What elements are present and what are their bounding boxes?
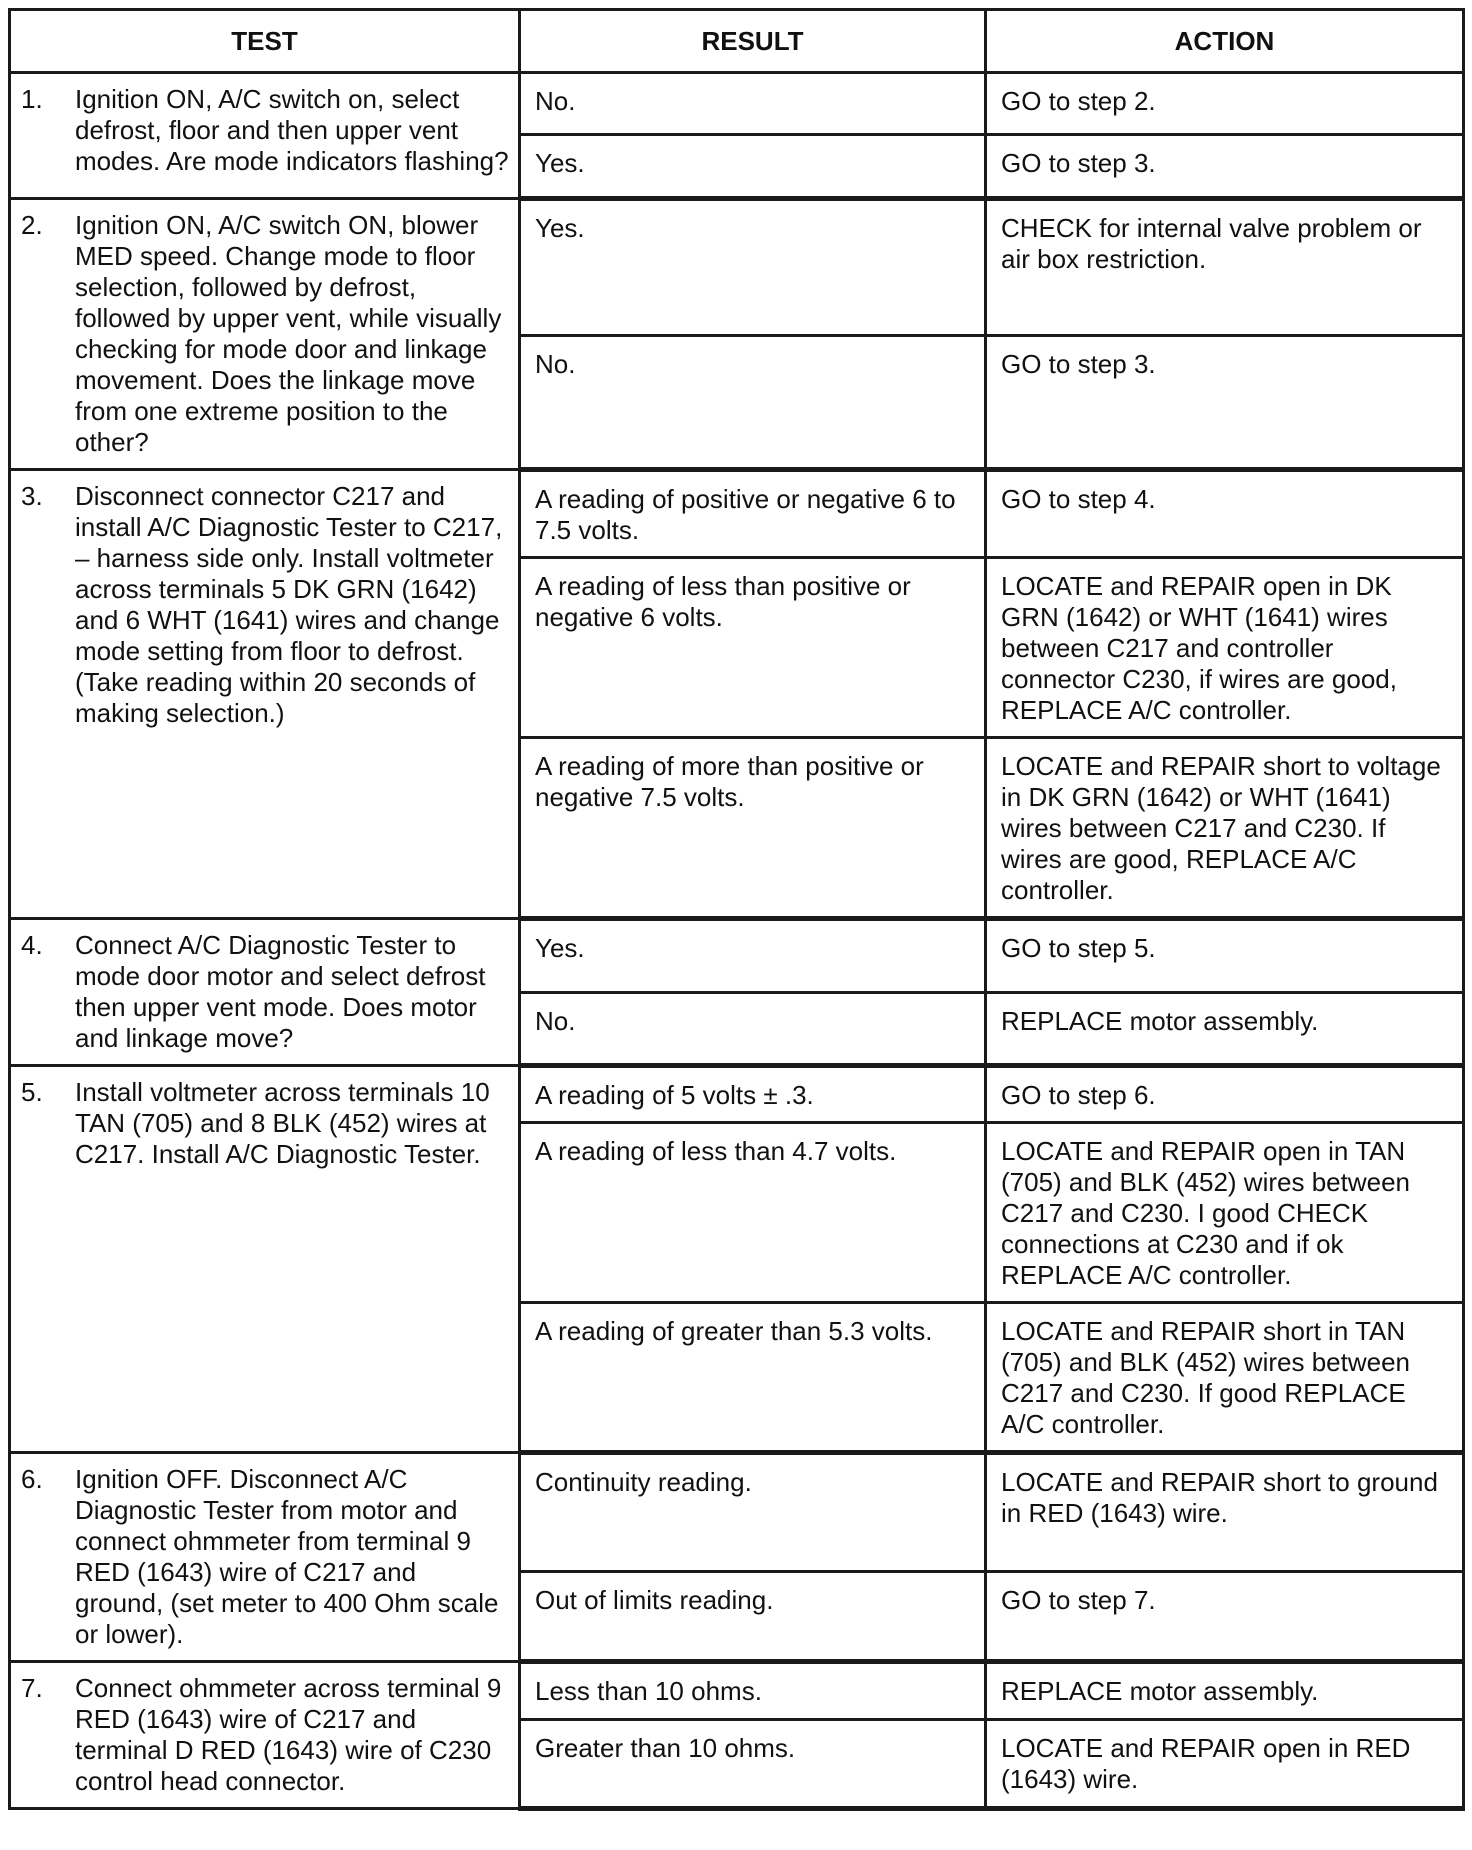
action-cell: LOCATE and REPAIR short to ground in RED (1643) wire.: [986, 1453, 1464, 1572]
step-number: 2.: [21, 210, 43, 240]
table-row: [10, 1453, 1464, 1572]
result-cell: No.: [520, 992, 986, 1066]
result-cell: Less than 10 ohms.: [520, 1662, 986, 1720]
test-cell: [10, 1662, 520, 1809]
step-number: 3.: [21, 481, 43, 511]
action-cell: LOCATE and REPAIR open in RED (1643) wire.: [986, 1719, 1464, 1808]
result-cell: Out of limits reading.: [520, 1572, 986, 1662]
header-row: [10, 10, 1464, 73]
step-number: 6.: [21, 1464, 43, 1494]
action-cell: GO to step 2.: [986, 73, 1464, 135]
result-cell: No.: [520, 335, 986, 469]
step-number: 4.: [21, 930, 43, 960]
header-action: ACTION: [986, 10, 1464, 73]
action-cell: LOCATE and REPAIR open in TAN (705) and BLK (452) wires between C217 and C230. I good CHECK connections at C230 and if ok REPLACE A/C controller.: [986, 1123, 1464, 1303]
action-cell: GO to step 3.: [986, 135, 1464, 199]
result-cell: Yes.: [520, 199, 986, 336]
action-cell: GO to step 6.: [986, 1066, 1464, 1123]
action-cell: REPLACE motor assembly.: [986, 1662, 1464, 1720]
diagnostic-document: [8, 8, 1462, 1811]
step-number: 7.: [21, 1673, 43, 1703]
step-number: 1.: [21, 84, 43, 114]
table-row: [10, 1662, 1464, 1720]
result-cell: A reading of less than 4.7 volts.: [520, 1123, 986, 1303]
test-description: Install voltmeter across terminals 10 TAN (705) and 8 BLK (452) wires at C217. Install A/C Diagnostic Tester.: [75, 1077, 490, 1169]
test-cell: [10, 470, 520, 919]
test-description: Ignition ON, A/C switch on, select defrost, floor and then upper vent modes. Are mode indicators flashing?: [75, 84, 509, 176]
result-cell: Continuity reading.: [520, 1453, 986, 1572]
result-cell: Yes.: [520, 135, 986, 199]
table-row: [10, 73, 1464, 135]
result-cell: Yes.: [520, 919, 986, 993]
table-row: [10, 1066, 1464, 1123]
table-row: [10, 470, 1464, 558]
test-description: Connect ohmmeter across terminal 9 RED (1643) wire of C217 and terminal D RED (1643) wire of C230 control head connector.: [75, 1673, 502, 1796]
result-cell: A reading of 5 volts ± .3.: [520, 1066, 986, 1123]
test-cell: [10, 73, 520, 199]
test-cell: [10, 1066, 520, 1453]
action-cell: GO to step 4.: [986, 470, 1464, 558]
table-row: [10, 919, 1464, 993]
action-cell: GO to step 5.: [986, 919, 1464, 993]
result-cell: A reading of greater than 5.3 volts.: [520, 1303, 986, 1453]
test-description: Ignition ON, A/C switch ON, blower MED speed. Change mode to floor selection, followed by defrost, followed by upper vent, while visually checking for mode door and linkage movement. Does the linkage move from one extreme position to the other?: [75, 210, 502, 457]
test-description: Disconnect connector C217 and install A/C Diagnostic Tester to C217, – harness side only. Install voltmeter across terminals 5 DK GRN (1642) and 6 WHT (1641) wires and change mode setting from floor to defrost. (Take reading within 20 seconds of making selection.): [75, 481, 503, 728]
header-test: TEST: [10, 10, 520, 73]
action-cell: GO to step 7.: [986, 1572, 1464, 1662]
action-cell: REPLACE motor assembly.: [986, 992, 1464, 1066]
result-cell: Greater than 10 ohms.: [520, 1719, 986, 1808]
result-cell: A reading of positive or negative 6 to 7.5 volts.: [520, 470, 986, 558]
action-cell: LOCATE and REPAIR open in DK GRN (1642) or WHT (1641) wires between C217 and controller connector C230, if wires are good, REPLACE A/C controller.: [986, 558, 1464, 738]
test-cell: [10, 919, 520, 1066]
action-cell: CHECK for internal valve problem or air box restriction.: [986, 199, 1464, 336]
table-body: [10, 73, 1464, 1809]
test-cell: [10, 199, 520, 470]
action-cell: LOCATE and REPAIR short to voltage in DK GRN (1642) or WHT (1641) wires between C217 and C230. If wires are good, REPLACE A/C controller.: [986, 738, 1464, 919]
action-cell: GO to step 3.: [986, 335, 1464, 469]
step-number: 5.: [21, 1077, 43, 1107]
test-cell: [10, 1453, 520, 1662]
result-cell: No.: [520, 73, 986, 135]
test-description: Ignition OFF. Disconnect A/C Diagnostic Tester from motor and connect ohmmeter from terminal 9 RED (1643) wire of C217 and ground, (set meter to 400 Ohm scale or lower).: [75, 1464, 499, 1649]
result-cell: A reading of more than positive or negative 7.5 volts.: [520, 738, 986, 919]
diagnostic-table: [8, 8, 1465, 1811]
result-cell: A reading of less than positive or negative 6 volts.: [520, 558, 986, 738]
header-result: RESULT: [520, 10, 986, 73]
test-description: Connect A/C Diagnostic Tester to mode door motor and select defrost then upper vent mode. Does motor and linkage move?: [75, 930, 486, 1053]
action-cell: LOCATE and REPAIR short in TAN (705) and BLK (452) wires between C217 and C230. If good REPLACE A/C controller.: [986, 1303, 1464, 1453]
table-row: [10, 199, 1464, 336]
